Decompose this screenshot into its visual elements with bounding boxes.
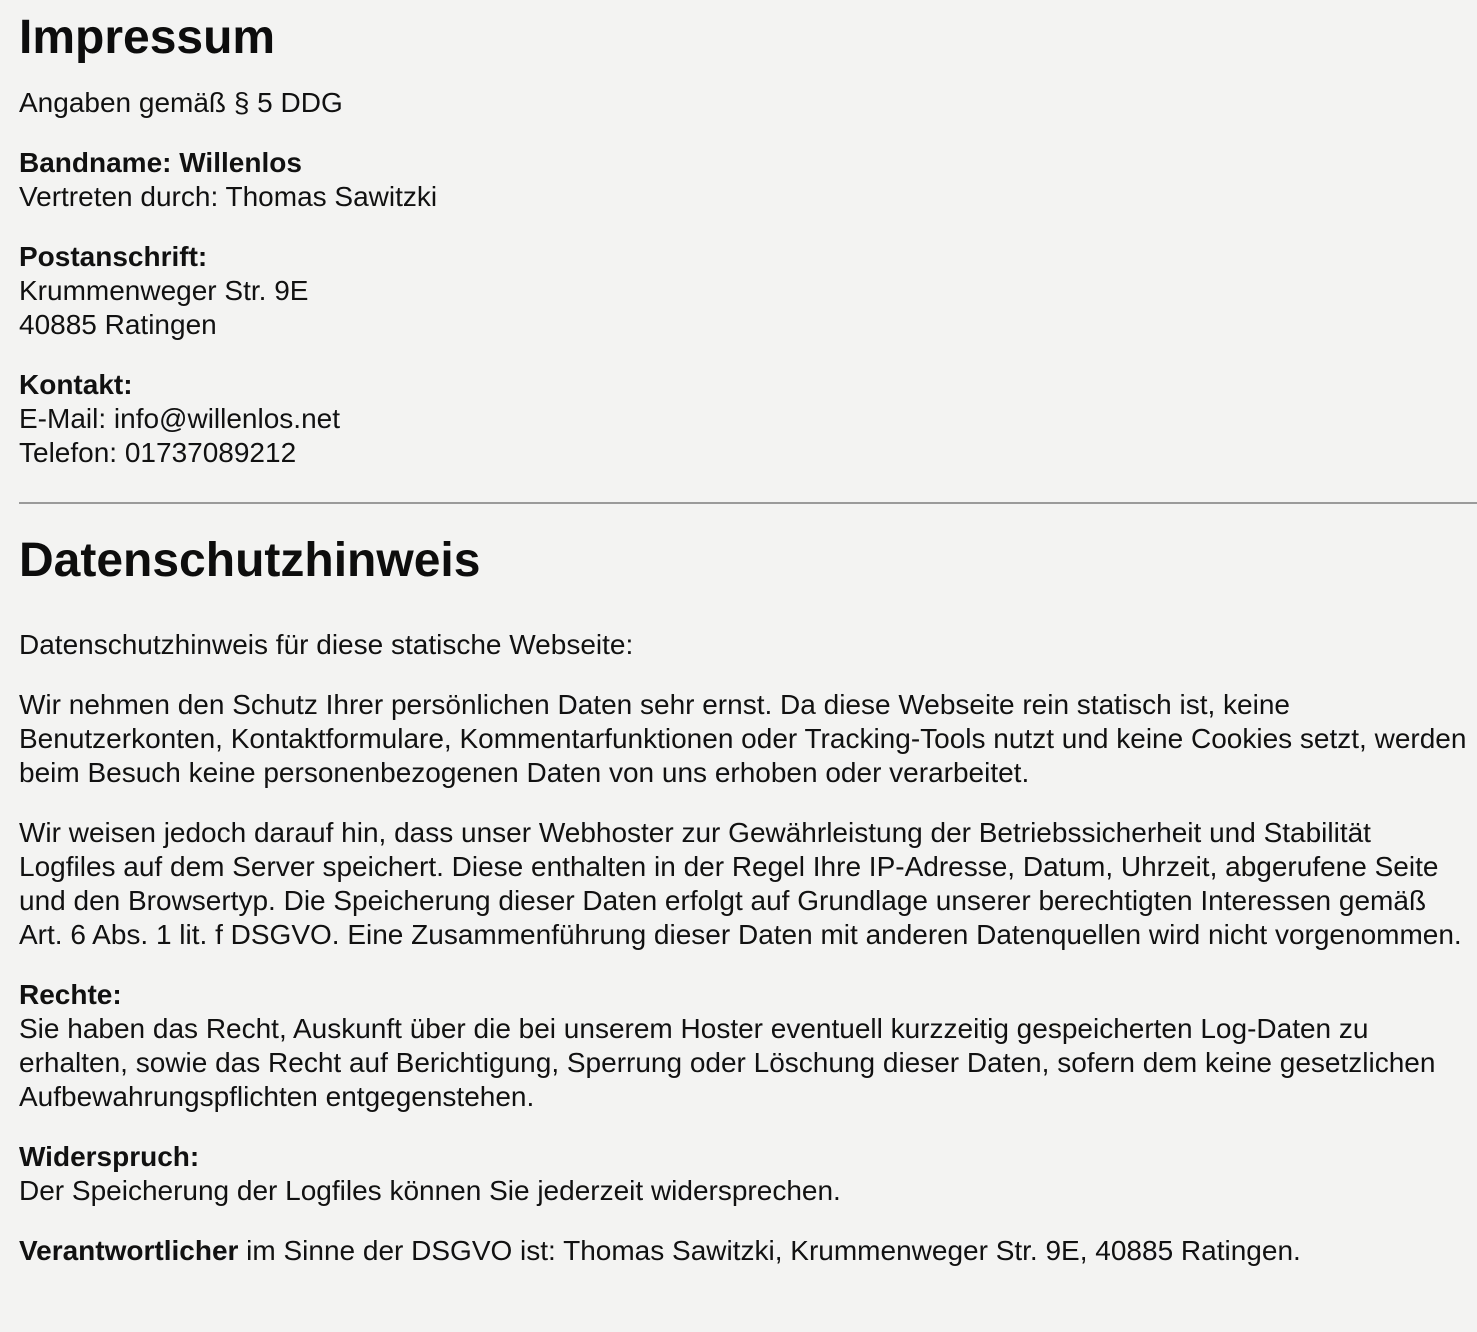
privacy-paragraph-1: Wir nehmen den Schutz Ihrer persönlichen Daten sehr ernst. Da diese Webseite rein statisch ist, keine Benutzerkonten, Kontaktformulare, Kommentarfunktionen oder Tracking-Tools nutzt und keine Cookies setzt, werden beim Besuch keine personenbezogenen Daten von uns erhoben oder verarbeitet. (19, 689, 1467, 788)
email-address[interactable]: info@willenlos.net (113, 403, 340, 434)
impressum-title: Impressum (19, 11, 276, 64)
rights-block (19, 978, 1477, 1114)
rights-label: Rechte: (19, 979, 122, 1010)
band-block (19, 146, 1477, 214)
contact-block (19, 368, 1477, 470)
represented-by: Vertreten durch: Thomas Sawitzki (19, 181, 438, 212)
objection-block (19, 1140, 1477, 1208)
email-prefix: E-Mail: (19, 403, 114, 434)
objection-text: Der Speicherung der Logfiles können Sie jederzeit widersprechen. (19, 1175, 841, 1206)
phone-number[interactable]: Telefon: 01737089212 (19, 437, 297, 468)
address-city: 40885 Ratingen (19, 309, 217, 340)
impressum-intro: Angaben gemäß § 5 DDG (19, 87, 343, 118)
responsible-text: im Sinne der DSGVO ist: Thomas Sawitzki, Krummenweger Str. 9E, 40885 Ratingen. (238, 1235, 1301, 1266)
privacy-intro: Datenschutzhinweis für diese statische Webseite: (19, 629, 634, 660)
address-block (19, 240, 1477, 342)
responsible-label: Verantwortlicher (19, 1235, 239, 1266)
responsible-block (19, 1234, 1477, 1268)
objection-label: Widerspruch: (19, 1141, 200, 1172)
band-name: Bandname: Willenlos (19, 147, 302, 178)
address-street: Krummenweger Str. 9E (19, 275, 309, 306)
privacy-title: Datenschutzhinweis (19, 534, 481, 587)
privacy-paragraph-2: Wir weisen jedoch darauf hin, dass unser Webhoster zur Gewährleistung der Betriebssicherheit und Stabilität Logfiles auf dem Server speichert. Diese enthalten in der Regel Ihre IP-Adresse, Datum, Uhrzeit, abgerufene Seite und den Browsertyp. Die Speicherung dieser Daten erfolgt auf Grundlage unserer berechtigten Interessen gemäß Art. 6 Abs. 1 lit. f DSGVO. Eine Zusammenführung dieser Daten mit anderen Datenquellen wird nicht vorgenommen. (19, 817, 1462, 950)
rights-text: Sie haben das Recht, Auskunft über die bei unserem Hoster eventuell kurzzeitig gespeicherten Log-Daten zu erhalten, sowie das Recht auf Berichtigung, Sperrung oder Löschung dieser Daten, sofern dem keine gesetzlichen Aufbewahrungspflichten entgegenstehen. (19, 1013, 1436, 1112)
address-label: Postanschrift: (19, 241, 208, 272)
section-divider (19, 502, 1477, 504)
contact-label: Kontakt: (19, 369, 133, 400)
